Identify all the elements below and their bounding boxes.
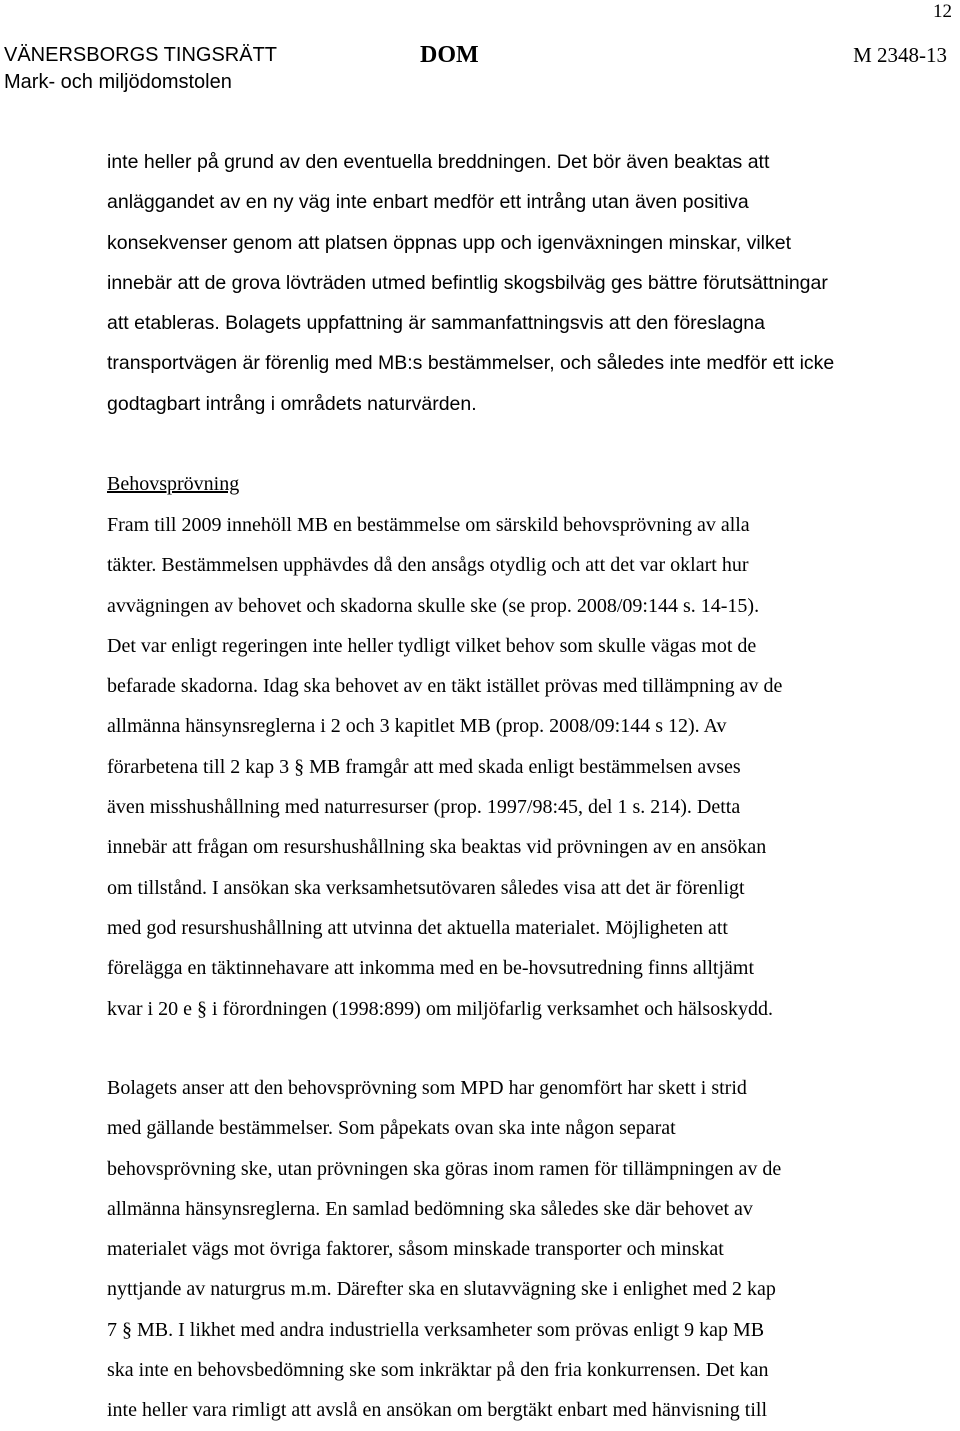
text-line: kvar i 20 e § i förordningen (1998:899) om miljöfarlig verksamhet och hälsoskydd. (107, 997, 773, 1020)
text-line: även misshushållning med naturresurser (prop. 1997/98:45, del 1 s. 214). Detta (107, 796, 741, 819)
text-line: inte heller på grund av den eventuella breddningen. Det bör även beaktas att (107, 151, 770, 173)
text-line: förelägga en täktinnehavare att inkomma med en be-hovsutredning finns alltjämt (107, 957, 755, 980)
paragraph-2 (107, 505, 907, 1029)
text-line: konsekvenser genom att platsen öppnas upp och igenväxningen minskar, vilket (107, 231, 792, 254)
text-line: förarbetena till 2 kap 3 § MB framgår att med skada enligt bestämmelsen avses (107, 755, 741, 778)
document-type: DOM (420, 42, 479, 68)
text-line: Bolagets anser att den behovsprövning som MPD har genomfört har skett i strid (107, 1077, 747, 1099)
text-line: allmänna hänsynsreglerna. En samlad bedömning ska således ske där behovet av (107, 1197, 753, 1220)
page-number: 12 (933, 1, 952, 22)
court-name: VÄNERSBORGS TINGSRÄTT (4, 44, 278, 66)
text-line: inte heller vara rimligt att avslå en ansökan om bergtäkt enbart med hänvisning till (107, 1399, 767, 1422)
text-line: 7 § MB. I likhet med andra industriella verksamheter som prövas enligt 9 kap MB (107, 1318, 765, 1341)
text-line: Det var enligt regeringen inte heller tydligt vilket behov som skulle vägas mot de (107, 634, 757, 657)
text-line: ska inte en behovsbedömning ske som inkräktar på den fria konkurrensen. Det kan (107, 1359, 769, 1382)
paragraph-3 (107, 1068, 907, 1431)
case-number: M 2348-13 (853, 43, 947, 67)
section-heading: Behovsprövning (107, 473, 240, 495)
text-line: täkter. Bestämmelsen upphävdes då den ansågs otydlig och att det var oklart hur (107, 554, 749, 577)
text-line: avvägningen av behovet och skadorna skulle ske (se prop. 2008/09:144 s. 14-15). (107, 594, 760, 617)
text-line: om tillstånd. I ansökan ska verksamhetsutövaren således visa att det är förenligt (107, 876, 745, 899)
text-line: innebär att de grova lövträden utmed befintlig skogsbilväg ges bättre förutsättningar (107, 271, 828, 294)
court-division: Mark- och miljödomstolen (4, 71, 232, 93)
text-line: behovsprövning ske, utan prövningen ska göras inom ramen för tillämpningen av de (107, 1157, 782, 1180)
text-line: nyttjande av naturgrus m.m. Därefter ska en slutavvägning ske i enlighet med 2 kap (107, 1278, 776, 1301)
text-line: allmänna hänsynsreglerna i 2 och 3 kapitlet MB (prop. 2008/09:144 s 12). Av (107, 715, 727, 738)
text-line: befarade skadorna. Idag ska behovet av en täkt istället prövas med tillämpning av de (107, 675, 783, 698)
text-line: med god resurshushållning att utvinna det aktuella materialet. Möjligheten att (107, 916, 728, 939)
text-line: med gällande bestämmelser. Som påpekats ovan ska inte någon separat (107, 1117, 676, 1140)
text-line: materialet vägs mot övriga faktorer, såsom minskade transporter och minskat (107, 1238, 724, 1261)
text-line: att etableras. Bolagets uppfattning är sammanfattningsvis att den föreslagna (107, 312, 765, 335)
text-line: innebär att frågan om resurshushållning ska beaktas vid prövningen av en ansökan (107, 836, 767, 859)
paragraph-1 (107, 142, 907, 424)
text-line: godtagbart intrång i områdets naturvärden. (107, 392, 477, 415)
text-line: Fram till 2009 innehöll MB en bestämmelse om särskild behovsprövning av alla (107, 514, 750, 536)
text-line: transportvägen är förenlig med MB:s bestämmelser, och således inte medför ett icke (107, 352, 835, 375)
text-line: anläggandet av en ny väg inte enbart medför ett intrång utan även positiva (107, 191, 749, 214)
